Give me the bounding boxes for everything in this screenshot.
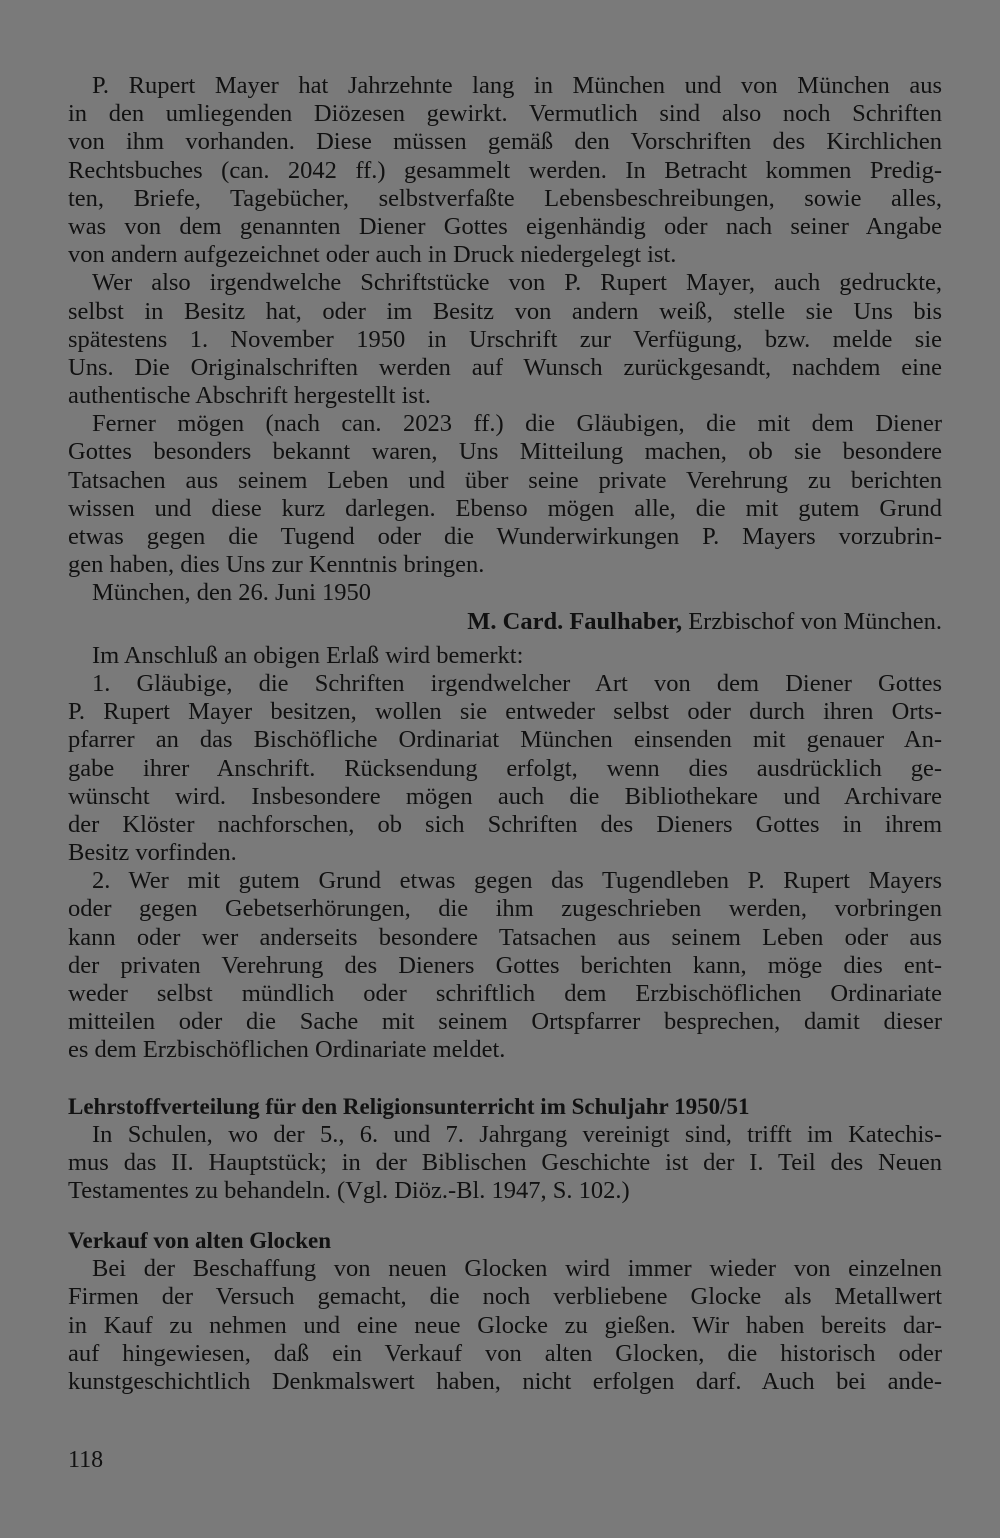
text-line: von andern aufgezeichnet oder auch in Druck niedergelegt ist.: [68, 241, 677, 269]
text-line: selbst in Besitz hat, oder im Besitz von andern weiß, stelle sie Uns bis: [68, 297, 942, 325]
text-line: weder selbst mündlich oder schriftlich dem Erzbischöflichen Ordinariate: [68, 980, 942, 1007]
paragraph-intro: [68, 72, 942, 269]
text-line: wünscht wird. Insbesondere mögen auch die Bibliothekare und Archivare: [68, 782, 942, 810]
text-line: Besitz vorfinden.: [68, 839, 237, 867]
note-intro: Im Anschluß an obigen Erlaß wird bemerkt:: [92, 641, 524, 669]
section-glocken: [68, 1227, 942, 1396]
text-line: P. Rupert Mayer hat Jahrzehnte lang in München und von München aus: [92, 72, 942, 99]
text-line: In Schulen, wo der 5., 6. und 7. Jahrgang vereinigt sind, trifft im Katechis-: [92, 1120, 942, 1148]
signature-name: M. Card. Faulhaber,: [467, 607, 683, 635]
signature-title: Erzbischof von München.: [682, 607, 942, 635]
text-line: Rechtsbuches (can. 2042 ff.) gesammelt werden. In Betracht kommen Predig-: [68, 156, 942, 184]
text-line: Wer also irgendwelche Schriftstücke von P. Rupert Mayer, auch gedruckte,: [92, 269, 942, 297]
page-body: [68, 72, 942, 1396]
text-line: Tatsachen aus seinem Leben und über seine private Verehrung zu berichten: [68, 466, 942, 494]
text-line: kunstgeschichtlich Denkmalswert haben, nicht erfolgen darf. Auch bei ande-: [68, 1367, 942, 1395]
text-line: auf hingewiesen, daß ein Verkauf von alten Glocken, die historisch oder: [68, 1339, 942, 1367]
text-line: P. Rupert Mayer besitzen, wollen sie entweder selbst oder durch ihren Orts-: [68, 698, 942, 726]
text-line: gen haben, dies Uns zur Kenntnis bringen.: [68, 551, 485, 579]
text-line: gabe ihrer Anschrift. Rücksendung erfolgt, wenn dies ausdrücklich ge-: [68, 754, 942, 782]
text-line: von ihm vorhanden. Diese müssen gemäß den Vorschriften des Kirchlichen: [68, 128, 942, 156]
text-line: oder gegen Gebetserhörungen, die ihm zugeschrieben werden, vorbringen: [68, 895, 942, 923]
page-number: 118: [68, 1447, 104, 1473]
text-line: Testamentes zu behandeln. (Vgl. Diöz.-Bl. 1947, S. 102.): [68, 1176, 630, 1204]
text-line: authentische Abschrift hergestellt ist.: [68, 382, 431, 410]
text-line: spätestens 1. November 1950 in Urschrift zur Verfügung, bzw. melde sie: [68, 325, 942, 353]
text-line: Bei der Beschaffung von neuen Glocken wird immer wieder von einzelnen: [92, 1255, 942, 1283]
text-line: ten, Briefe, Tagebücher, selbstverfaßte Lebensbeschreibungen, sowie alles,: [68, 184, 942, 212]
section-lehrstoff: [68, 1093, 942, 1206]
text-line: Uns. Die Originalschriften werden auf Wunsch zurückgesandt, nachdem eine: [68, 353, 942, 381]
text-line: mitteilen oder die Sache mit seinem Ortspfarrer besprechen, damit dieser: [68, 1008, 942, 1036]
paragraph-testimony: [68, 410, 942, 579]
signature: [68, 608, 942, 636]
text-line: Ferner mögen (nach can. 2023 ff.) die Gläubigen, die mit dem Diener: [92, 410, 942, 438]
text-line: der privaten Verehrung des Dieners Gottes berichten kann, möge dies ent-: [68, 951, 942, 979]
text-line: es dem Erzbischöflichen Ordinariate meldet.: [68, 1036, 506, 1064]
text-line: der Klöster nachforschen, ob sich Schriften des Dieners Gottes in ihrem: [68, 810, 942, 838]
text-line: 2. Wer mit gutem Grund etwas gegen das Tugendleben P. Rupert Mayers: [92, 867, 942, 895]
text-line: wissen und diese kurz darlegen. Ebenso mögen alle, die mit gutem Grund: [68, 494, 942, 522]
text-line: 1. Gläubige, die Schriften irgendwelcher Art von dem Diener Gottes: [92, 669, 942, 697]
section-heading: Lehrstoffverteilung für den Religionsunterricht im Schuljahr 1950/51: [68, 1093, 750, 1119]
text-line: etwas gegen die Tugend oder die Wunderwirkungen P. Mayers vorzubrin-: [68, 523, 942, 550]
text-line: mus das II. Hauptstück; in der Biblischen Geschichte ist der I. Teil des Neuen: [68, 1148, 942, 1176]
section-heading: Verkauf von alten Glocken: [68, 1228, 332, 1254]
text-line: kann oder wer anderseits besondere Tatsachen aus seinem Leben oder aus: [68, 923, 942, 951]
text-line: Gottes besonders bekannt waren, Uns Mitteilung machen, ob sie besondere: [68, 438, 942, 466]
text-line: pfarrer an das Bischöfliche Ordinariat München einsenden mit genauer An-: [68, 726, 942, 754]
text-line: was von dem genannten Diener Gottes eigenhändig oder nach seiner Angabe: [68, 212, 942, 240]
paragraph-request: [68, 269, 942, 410]
dateline: München, den 26. Juni 1950: [92, 579, 371, 607]
list-item: [68, 670, 942, 867]
text-line: Firmen der Versuch gemacht, die noch verbliebene Glocke als Metallwert: [68, 1283, 942, 1311]
list-item: [68, 867, 942, 1064]
text-line: in den umliegenden Diözesen gewirkt. Vermutlich sind also noch Schriften: [68, 100, 942, 128]
text-line: in Kauf zu nehmen und eine neue Glocke zu gießen. Wir haben bereits dar-: [68, 1311, 942, 1339]
